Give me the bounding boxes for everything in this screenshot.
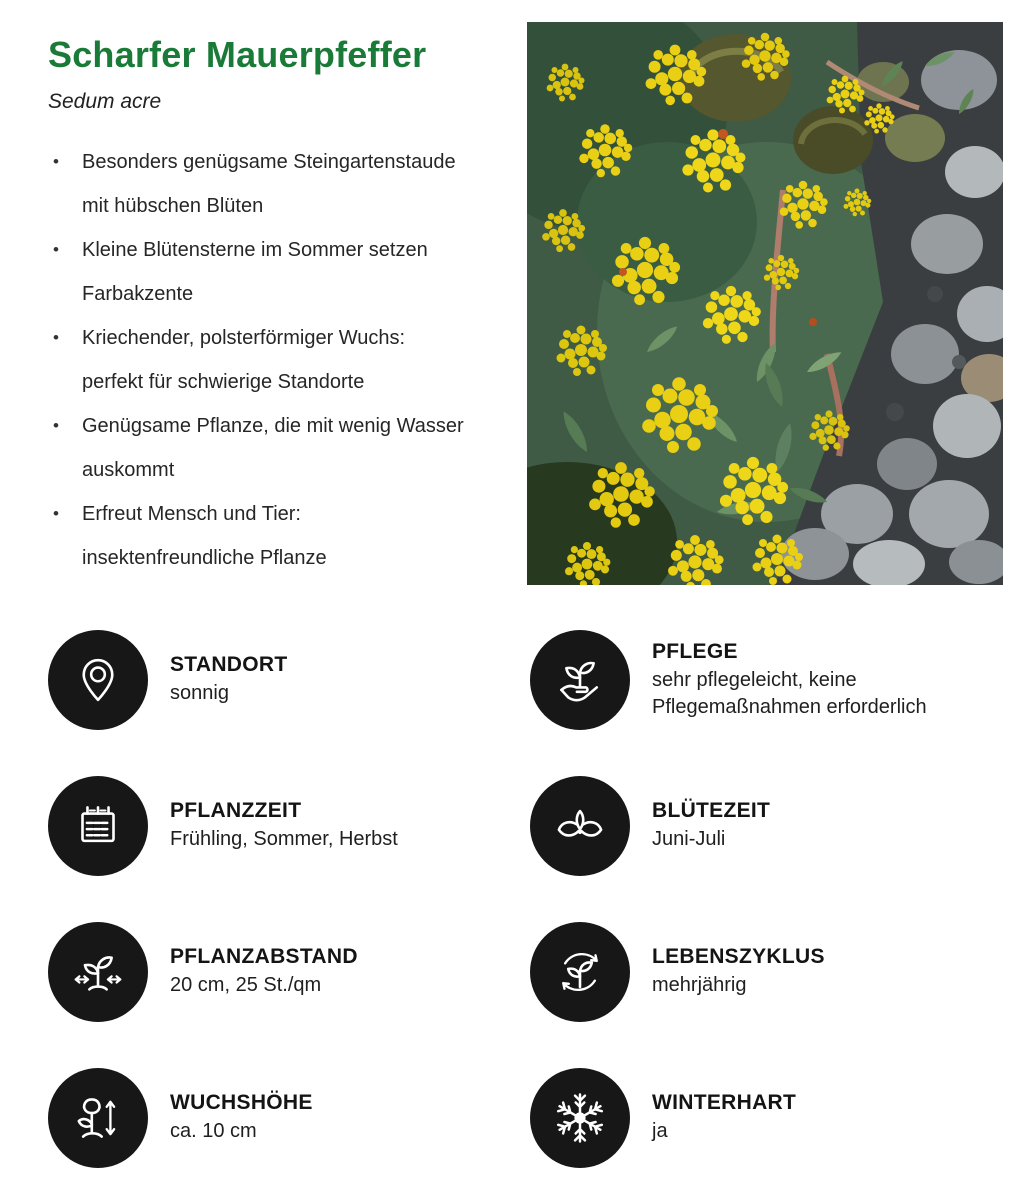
attribute-label: STANDORT bbox=[170, 653, 288, 677]
attribute-label: LEBENSZYKLUS bbox=[652, 945, 825, 969]
attribute-label: PFLEGE bbox=[652, 640, 738, 664]
attribute-value: sehr pflegeleicht, keine Pflegemaßnahmen erforderlich bbox=[652, 669, 927, 718]
attributes-grid bbox=[48, 630, 1008, 1168]
attribute-value: 20 cm, 25 St./qm bbox=[170, 974, 322, 997]
list-item: • Besonders genügsame Steingartenstaude mit hübschen Blüten bbox=[50, 140, 512, 228]
attribute-label: PFLANZABSTAND bbox=[170, 945, 358, 969]
attribute-row-standort bbox=[48, 630, 530, 730]
attribute-value: Frühling, Sommer, Herbst bbox=[170, 828, 398, 851]
attribute-row-winterhart bbox=[530, 1068, 1008, 1168]
attribute-row-wuchshoehe bbox=[48, 1068, 530, 1168]
plant-spacing-icon bbox=[48, 922, 148, 1022]
list-item: • Kleine Blütensterne im Sommer setzen Farbakzente bbox=[50, 228, 512, 316]
snowflake-icon bbox=[530, 1068, 630, 1168]
attribute-label: BLÜTEZEIT bbox=[652, 799, 771, 823]
attribute-value: ja bbox=[652, 1120, 668, 1143]
attribute-label: WUCHSHÖHE bbox=[170, 1091, 313, 1115]
attribute-row-pflanzzeit bbox=[48, 776, 530, 876]
life-cycle-icon bbox=[530, 922, 630, 1022]
calendar-icon bbox=[48, 776, 148, 876]
attribute-row-lebenszyklus bbox=[530, 922, 1008, 1022]
attribute-row-bluetezeit bbox=[530, 776, 1008, 876]
attribute-label: WINTERHART bbox=[652, 1091, 797, 1115]
plant-photo bbox=[527, 22, 1003, 585]
hand-plant-icon bbox=[530, 630, 630, 730]
attribute-value: Juni-Juli bbox=[652, 828, 726, 851]
bullet-icon: • bbox=[53, 504, 59, 523]
attribute-value: ca. 10 cm bbox=[170, 1120, 257, 1143]
list-item: • Genügsame Pflanze, die mit wenig Wasser auskommt bbox=[50, 404, 512, 492]
list-item: • Erfreut Mensch und Tier: insektenfreundliche Pflanze bbox=[50, 492, 512, 580]
attribute-value: sonnig bbox=[170, 682, 229, 705]
attribute-label: PFLANZZEIT bbox=[170, 799, 302, 823]
lotus-icon bbox=[530, 776, 630, 876]
attribute-row-pflanzabstand bbox=[48, 922, 530, 1022]
attribute-value: mehrjährig bbox=[652, 974, 747, 997]
botanical-name: Sedum acre bbox=[48, 90, 162, 113]
attribute-row-pflege bbox=[530, 630, 1008, 730]
feature-list bbox=[50, 140, 512, 580]
bullet-icon: • bbox=[53, 328, 59, 347]
bullet-icon: • bbox=[53, 240, 59, 259]
list-item: • Kriechender, polsterförmiger Wuchs: perfekt für schwierige Standorte bbox=[50, 316, 512, 404]
page-title: Scharfer Mauerpfeffer bbox=[48, 34, 427, 75]
growth-height-icon bbox=[48, 1068, 148, 1168]
bullet-icon: • bbox=[53, 416, 59, 435]
bullet-icon: • bbox=[53, 152, 59, 171]
location-pin-icon bbox=[48, 630, 148, 730]
